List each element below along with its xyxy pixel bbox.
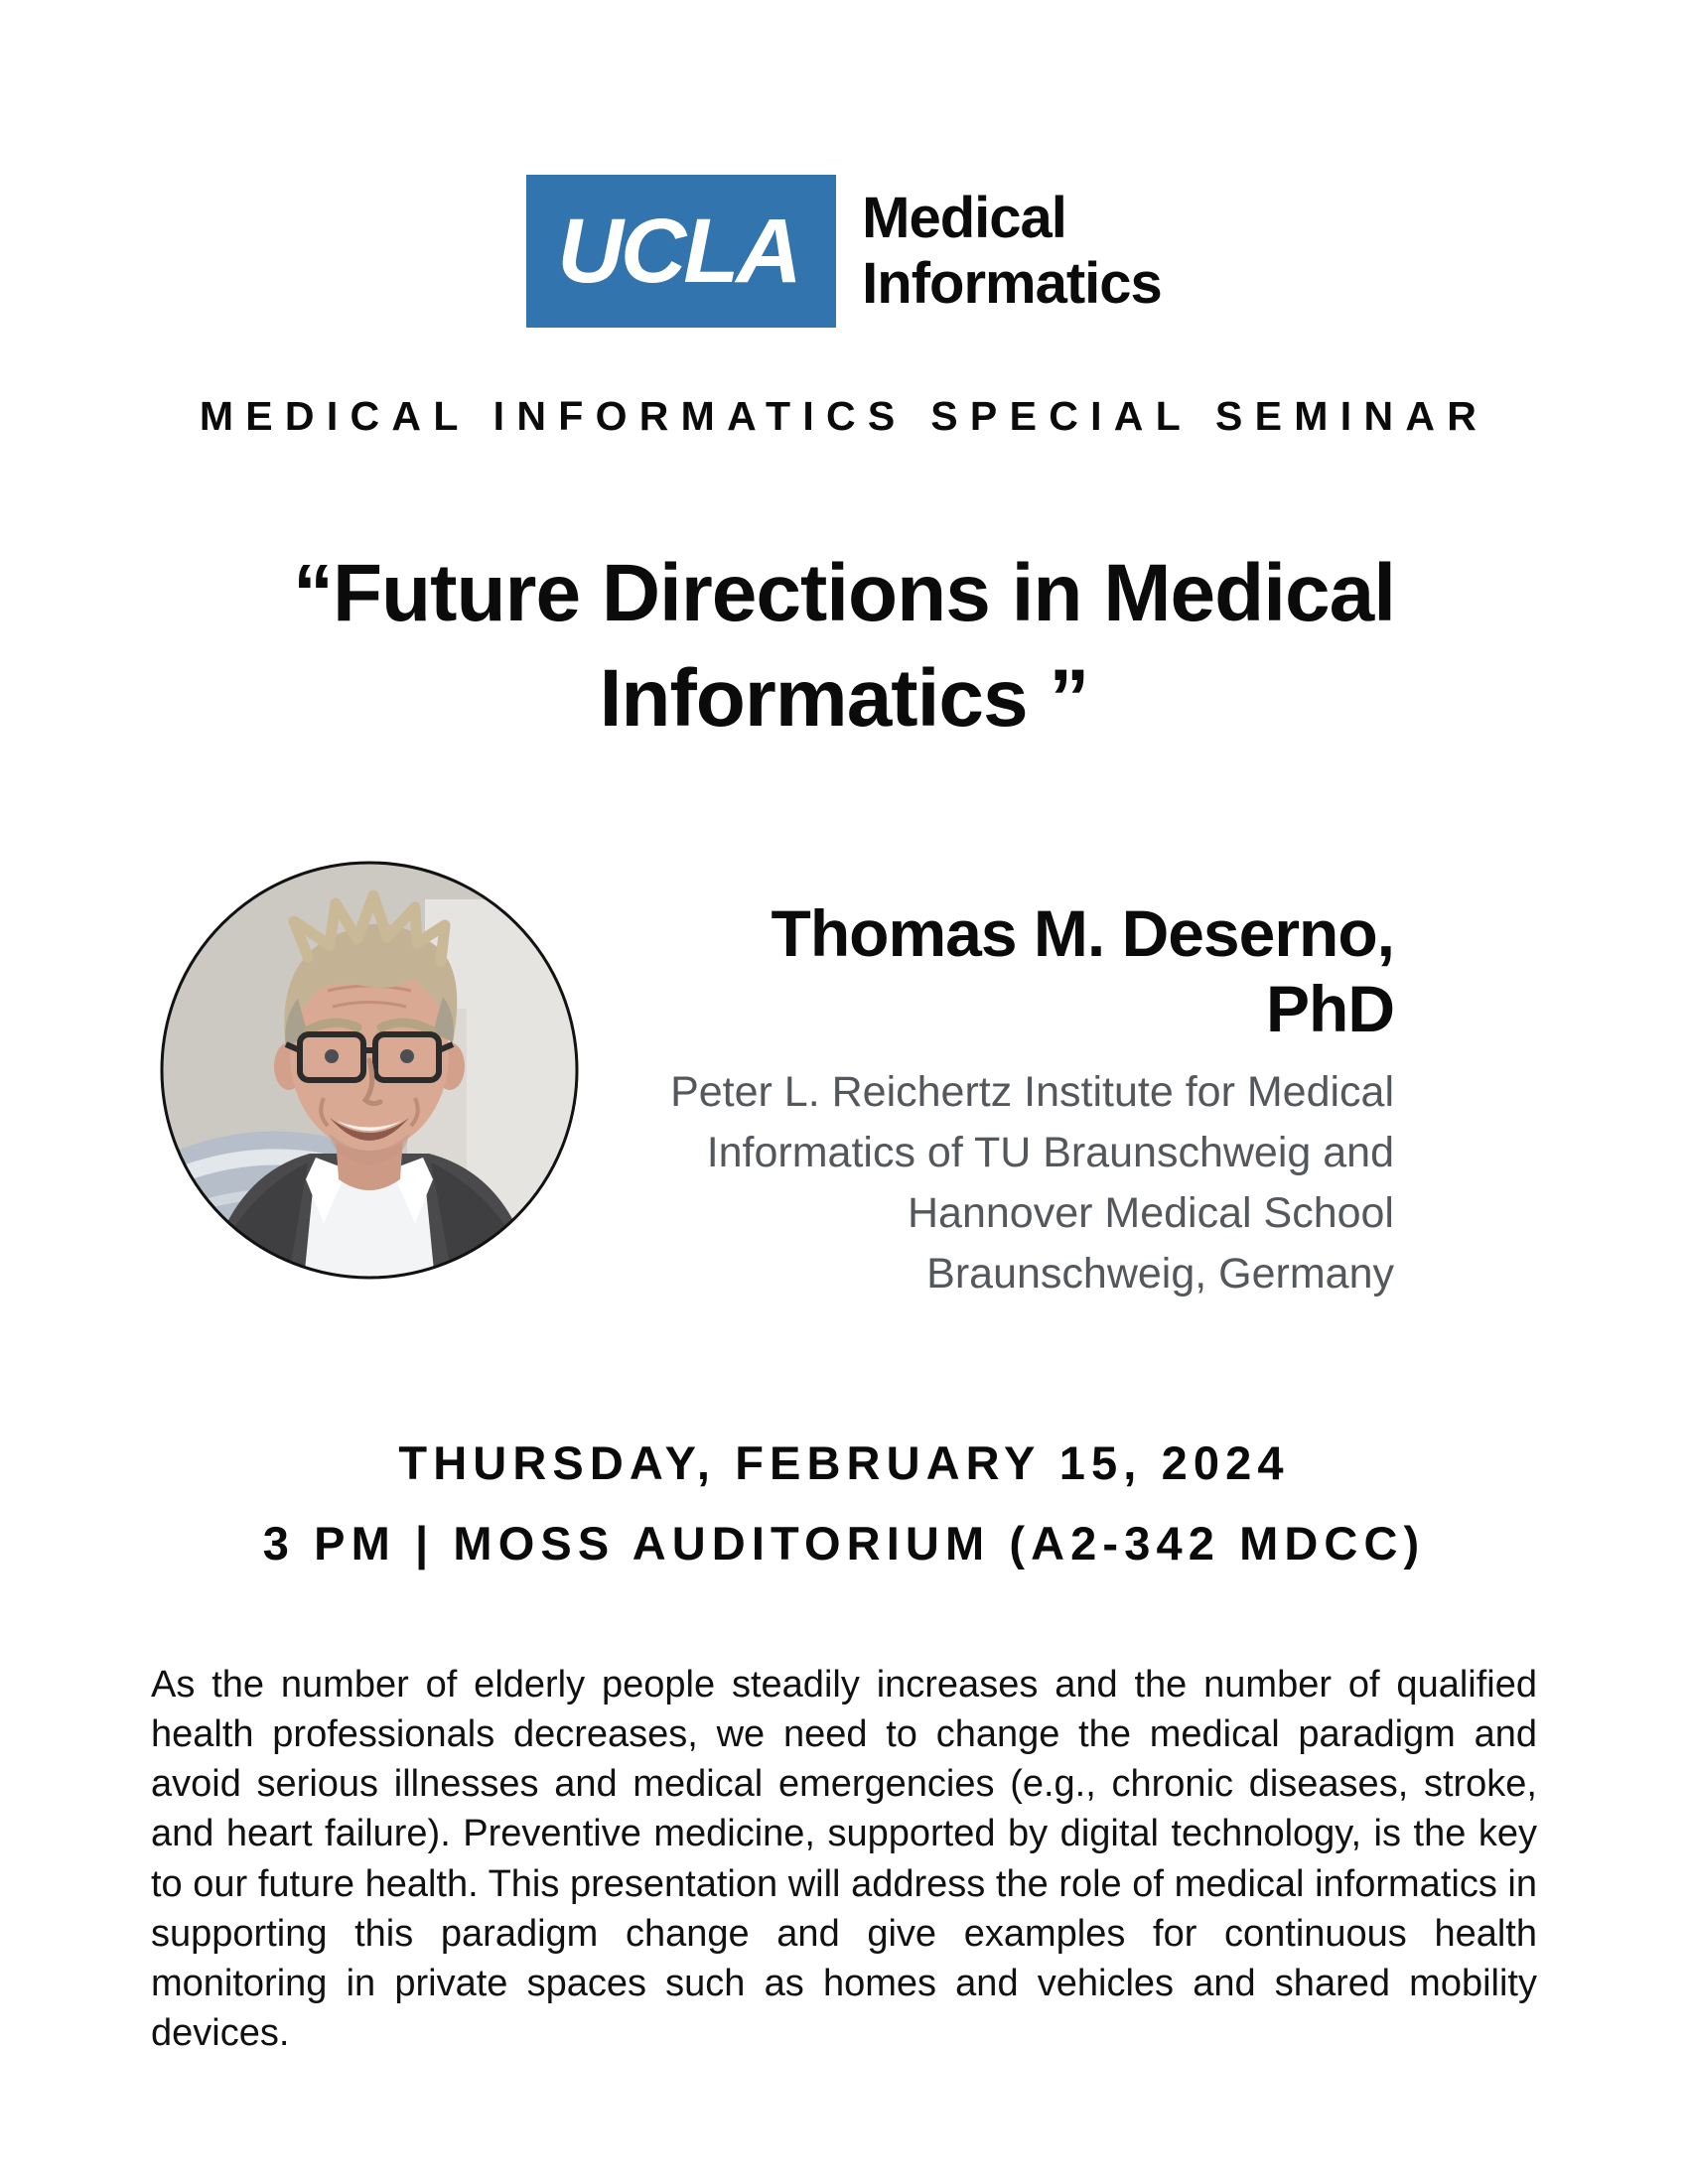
speaker-name: Thomas M. Deserno, PhD xyxy=(771,896,1394,1045)
speaker-portrait-illustration xyxy=(159,860,580,1281)
speaker-photo xyxy=(159,860,580,1281)
logo-lockup xyxy=(0,175,1688,328)
speaker-affiliation-line1: Peter L. Reichertz Institute for Medical xyxy=(670,1068,1394,1116)
speaker-affiliation xyxy=(630,1062,1394,1304)
abstract-paragraph: As the number of elderly people steadily increases and the number of qualified health professionals decreases, we need to change the medical paradigm and avoid serious illnesses and medical emergencies (e.g., chronic diseases, stroke, and heart failure). Preventive medicine, supported by digital technology, is the key to our future health. This presentation will address the role of medical informatics in supporting this paradigm change and give examples for continuous health monitoring in private spaces such as homes and vehicles and shared mobility devices. xyxy=(151,1664,1537,2055)
seminar-series-label: MEDICAL INFORMATICS SPECIAL SEMINAR xyxy=(199,393,1489,439)
event-date: THURSDAY, FEBRUARY 15, 2024 xyxy=(398,1436,1290,1489)
speaker-affiliation-line4: Braunschweig, Germany xyxy=(926,1250,1394,1298)
ucla-logo-text: UCLA xyxy=(557,201,799,302)
event-details xyxy=(0,1435,1688,1596)
talk-title-line1: “Future Directions in Medical xyxy=(292,548,1396,638)
department-wordmark xyxy=(862,186,1162,317)
department-wordmark-line2: Informatics xyxy=(862,251,1162,316)
talk-title-line2: Informatics ” xyxy=(599,652,1089,744)
speaker-section xyxy=(159,860,1394,1304)
speaker-affiliation-line3: Hannover Medical School xyxy=(908,1189,1394,1238)
speaker-identity xyxy=(630,860,1394,1304)
talk-title xyxy=(149,541,1539,751)
event-time-venue: 3 PM | MOSS AUDITORIUM (A2-342 MDCC) xyxy=(262,1517,1426,1570)
ucla-logo xyxy=(526,175,836,328)
department-wordmark-line1: Medical xyxy=(862,185,1066,250)
speaker-affiliation-line2: Informatics of TU Braunschweig and xyxy=(706,1129,1394,1177)
